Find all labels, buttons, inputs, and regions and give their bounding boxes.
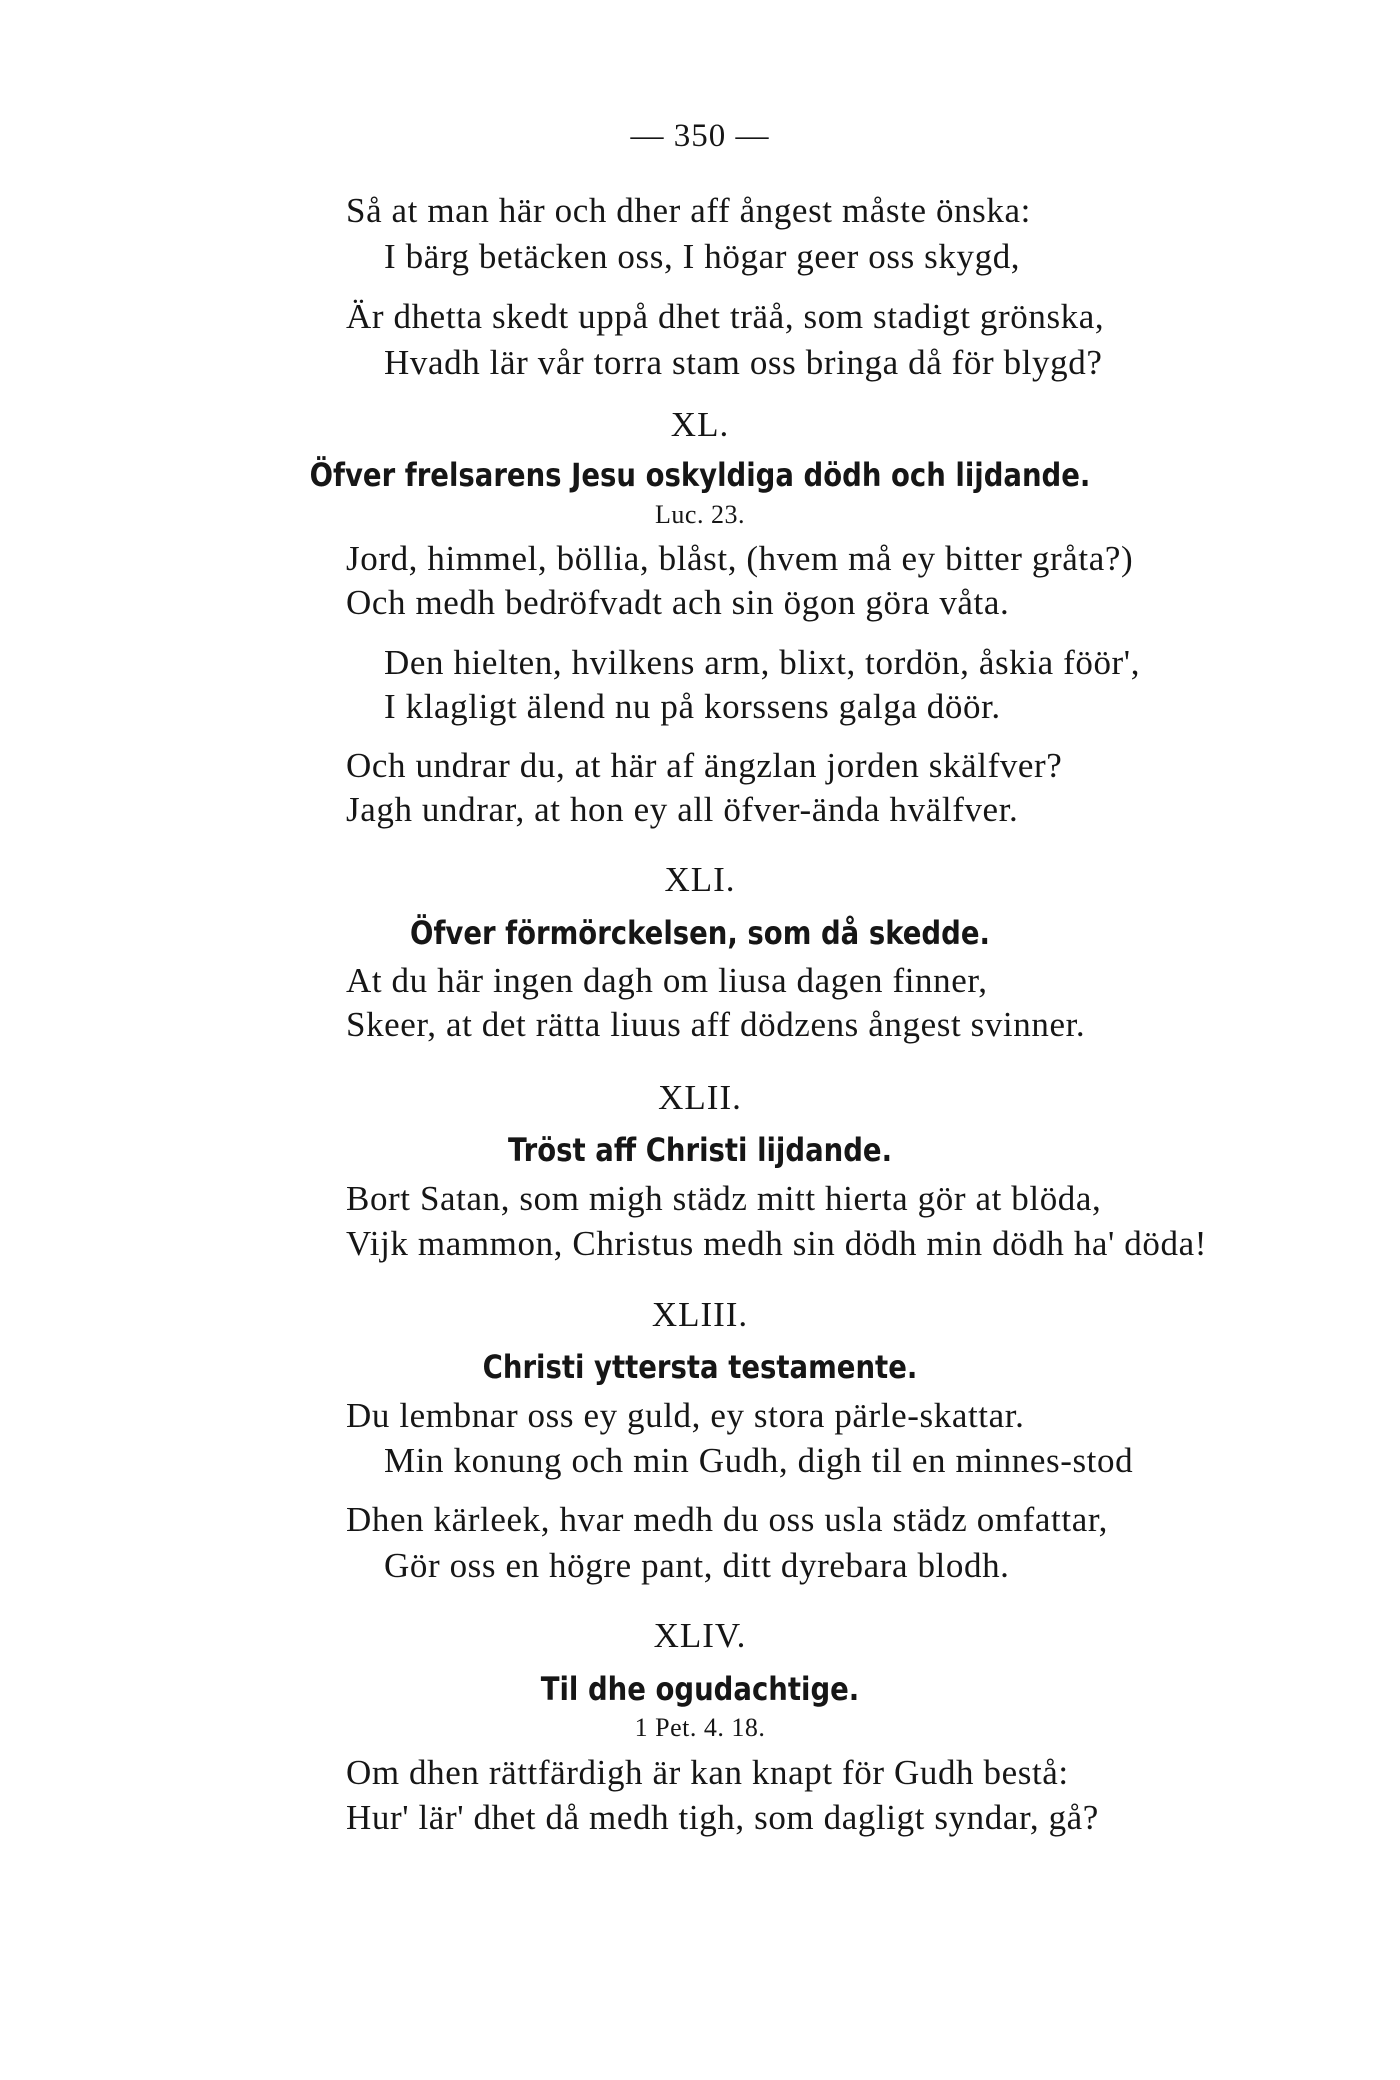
verse-line: Skeer, at det rätta liuus aff dödzens ångest svinner. <box>346 1005 1086 1044</box>
verse-line: Du lembnar oss ey guld, ey stora pärle-skattar. <box>346 1396 1025 1435</box>
verse-line: Jord, himmel, böllia, blåst, (hvem må ey bitter gråta?) <box>346 539 1134 578</box>
verse-line: Och medh bedröfvadt ach sin ögon göra våta. <box>346 583 1010 622</box>
section-heading: Til dhe ogudachtige. <box>540 1670 860 1708</box>
verse-line: Och undrar du, at här af ängzlan jorden skälfver? <box>346 746 1063 785</box>
section-heading: Öfver frelsarens Jesu oskyldiga dödh och lijdande. <box>309 456 1091 494</box>
section-heading: Öfver förmörckelsen, som då skedde. <box>410 914 990 952</box>
verse-line: Jagh undrar, at hon ey all öfver-ända hvälfver. <box>346 790 1019 829</box>
verse-line: I bärg betäcken oss, I högar geer oss skygd, <box>384 237 1021 276</box>
verse-line: I klagligt älend nu på korssens galga döör. <box>384 687 1001 726</box>
verse-line: Hur' lär' dhet då medh tigh, som dagligt syndar, gå? <box>346 1798 1099 1837</box>
scripture-reference: 1 Pet. 4. 18. <box>634 1713 766 1742</box>
section-numeral: XLII. <box>658 1078 742 1117</box>
verse-line: Den hielten, hvilkens arm, blixt, tordön, åskia föör', <box>384 643 1141 682</box>
verse-line: Är dhetta skedt uppå dhet träå, som stadigt grönska, <box>346 297 1105 336</box>
section-heading: Christi yttersta testamente. <box>482 1348 918 1386</box>
page-number: — 350 — <box>630 118 770 154</box>
section-heading: Tröst aff Christi lijdande. <box>507 1131 893 1169</box>
section-numeral: XL. <box>670 405 730 444</box>
verse-line: Bort Satan, som migh städz mitt hierta gör at blöda, <box>346 1179 1102 1218</box>
section-numeral: XLIII. <box>651 1295 749 1334</box>
verse-line: Vijk mammon, Christus medh sin dödh min dödh ha' döda! <box>346 1224 1208 1263</box>
verse-line: Om dhen rättfärdigh är kan knapt för Gudh bestå: <box>346 1753 1069 1792</box>
verse-line: At du här ingen dagh om liusa dagen finner, <box>346 961 988 1000</box>
verse-line: Så at man här och dher aff ångest måste önska: <box>346 191 1031 230</box>
scripture-reference: Luc. 23. <box>655 500 745 529</box>
section-numeral: XLI. <box>664 860 736 899</box>
verse-line: Dhen kärleek, hvar medh du oss usla städz omfattar, <box>346 1500 1109 1539</box>
verse-line: Min konung och min Gudh, digh til en minnes-stod <box>384 1441 1134 1480</box>
section-numeral: XLIV. <box>653 1616 747 1655</box>
verse-line: Gör oss en högre pant, ditt dyrebara blodh. <box>384 1546 1010 1585</box>
verse-line: Hvadh lär vår torra stam oss bringa då för blygd? <box>384 343 1103 382</box>
